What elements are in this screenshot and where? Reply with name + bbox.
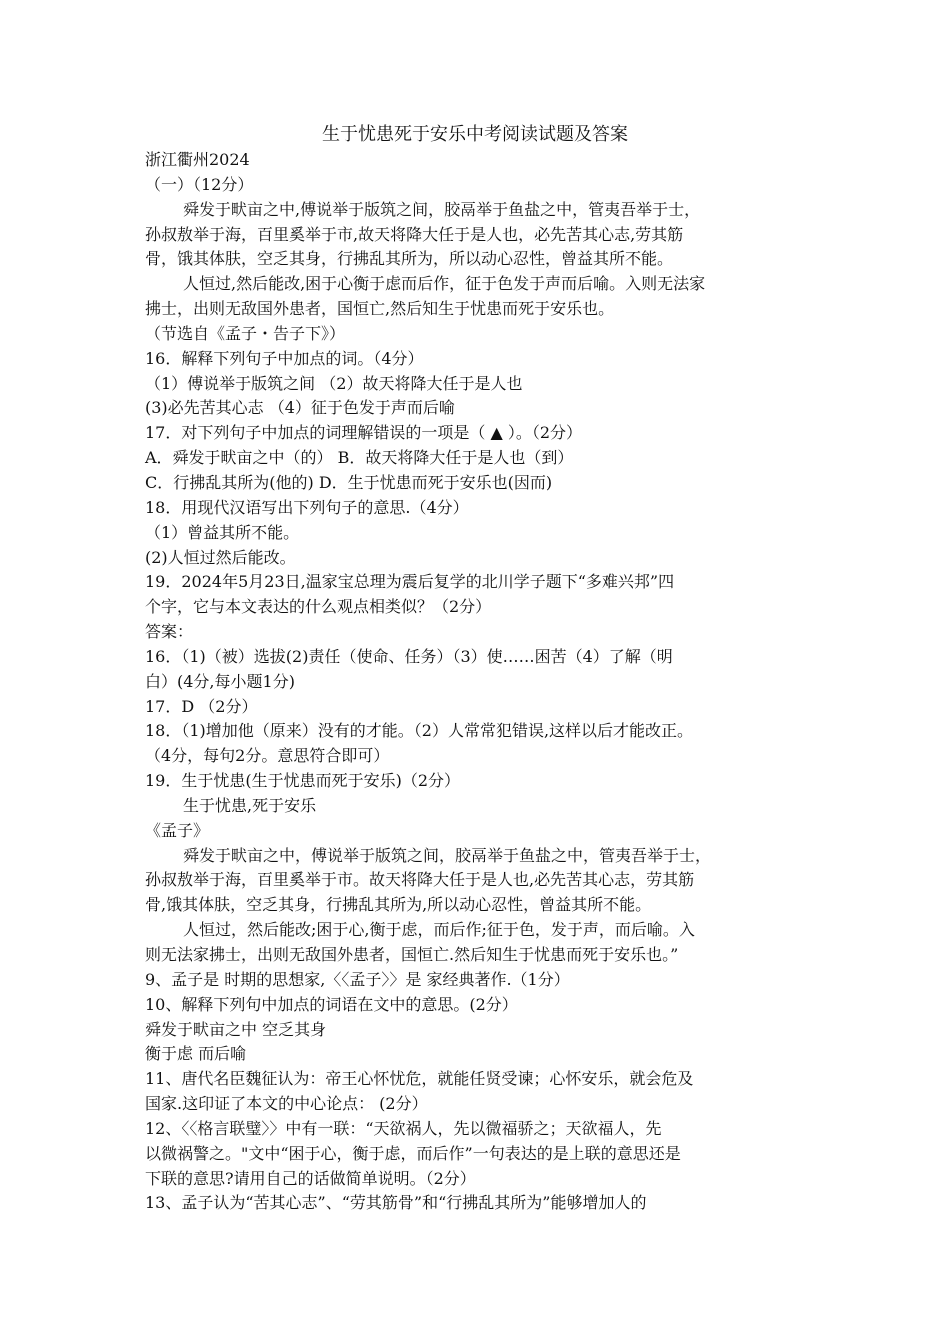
text-line: 18．用现代汉语写出下列句子的意思.（4分） xyxy=(145,497,469,517)
text-line: 舜发于畎亩之中，傅说举于版筑之间，胶鬲举于鱼盐之中，管夷吾举于士， xyxy=(183,845,712,865)
text-line: 19．2024年5月23日,温家宝总理为震后复学的北川学子题下“多难兴邦”四 xyxy=(145,572,675,592)
text-line: 17．对下列句子中加点的词理解错误的一项是（ ▲ ）。（2分） xyxy=(145,423,583,443)
text-line: 12、〈〈格言联璧〉〉中有一联：“天欲祸人，先以微福骄之；天欲福人，先 xyxy=(145,1118,662,1138)
text-line: （1）傅说举于版筑之间 （2）故天将降大任于是人也 xyxy=(145,373,523,393)
text-line: 以微祸警之。"文中“困于心，衡于虑，而后作”一句表达的是上联的意思还是 xyxy=(145,1143,681,1163)
text-line: 13、孟子认为“苦其心志”、“劳其筋骨”和“行拂乱其所为”能够增加人的 xyxy=(145,1193,647,1213)
text-line: 舜发于畎亩之中,傅说举于版筑之间，胶鬲举于鱼盐之中，管夷吾举于士， xyxy=(183,199,701,219)
text-line: 拂士，出则无敌国外患者，国恒亡,然后知生于忧患而死于安乐也。 xyxy=(145,299,615,319)
text-line: 则无法家拂士，出则无敌国外患者，国恒亡.然后知生于忧患而死于安乐也。” xyxy=(145,945,679,964)
text-line: 孙叔敖举于海，百里奚举于市。故天将降大任于是人也,必先苦其心志，劳其筋 xyxy=(145,870,695,890)
text-line: 《孟子》 xyxy=(145,820,210,840)
text-line: 人恒过,然后能改,困于心衡于虑而后作，征于色发于声而后喻。入则无法家 xyxy=(183,274,706,294)
text-line: C．行拂乱其所为(他的) D．生于忧患而死于安乐也(因而) xyxy=(145,472,553,492)
text-line: 16．（1)（被）选拔(2)责任（使命、任务）（3）使……困苦（4）了解（明 xyxy=(145,646,673,666)
text-line: 骨，饿其体肤，空乏其身，行拂乱其所为，所以动心忍性，曾益其所不能。 xyxy=(145,249,674,269)
text-line: 19．生于忧患(生于忧患而死于安乐)（2分） xyxy=(145,771,461,791)
text-line: 浙江衢州2024 xyxy=(145,150,250,169)
text-line: 衡于虑 而后喻 xyxy=(145,1044,247,1064)
text-line: (2)人恒过然后能改。 xyxy=(145,547,296,567)
text-line: （1）曾益其所不能。 xyxy=(145,522,300,542)
text-line: 舜发于畎亩之中 空乏其身 xyxy=(145,1019,327,1039)
document-body xyxy=(145,148,835,1216)
text-line: （4分，每句2分。意思符合即可） xyxy=(145,746,390,766)
text-line: 11、唐代名臣魏征认为：帝王心怀忧危，就能任贤受谏；心怀安乐，就会危及 xyxy=(145,1069,694,1089)
text-line: 国家.这印证了本文的中心论点： (2分） xyxy=(145,1094,428,1114)
text-line: 孙叔敖举于海，百里奚举于市,故天将降大任于是人也，必先苦其心志,劳其筋 xyxy=(145,224,684,244)
text-line: 骨,饿其体肤，空乏其身，行拂乱其所为,所以动心忍性，曾益其所不能。 xyxy=(145,895,652,915)
text-line: 10、解释下列句中加点的词语在文中的意思。(2分） xyxy=(145,994,518,1014)
text-line: （一）（12分） xyxy=(145,174,254,194)
text-line: 下联的意思?请用自己的话做简单说明。（2分） xyxy=(145,1168,476,1188)
text-line: 18．（1)增加他（原来）没有的才能。（2）人常常犯错误,这样以后才能改正。 xyxy=(145,721,694,741)
text-line: 生于忧患,死于安乐 xyxy=(183,795,317,815)
text-line: 9、孟子是 时期的思想家,〈〈孟子〉〉是 家经典著作.（1分） xyxy=(145,969,570,989)
text-line: 17．D （2分） xyxy=(145,696,258,716)
text-line: 答案： xyxy=(145,622,194,642)
text-line: 16．解释下列句子中加点的词。（4分） xyxy=(145,348,424,368)
page-title: 生于忧患死于安乐中考阅读试题及答案 xyxy=(322,124,628,145)
text-line: 白）(4分,每小题1分) xyxy=(145,671,295,691)
text-line: 人恒过，然后能改;困于心,衡于虑，而后作;征于色，发于声，而后喻。入 xyxy=(183,920,695,940)
text-line: （节选自《孟子・告子下》） xyxy=(145,323,346,343)
text-line: 个字，它与本文表达的什么观点相类似？（2分） xyxy=(145,597,492,617)
text-line: (3)必先苦其心志 （4）征于色发于声而后喻 xyxy=(145,398,455,418)
text-line: A．舜发于畎亩之中（的） B．故天将降大任于是人也（到） xyxy=(145,448,574,468)
